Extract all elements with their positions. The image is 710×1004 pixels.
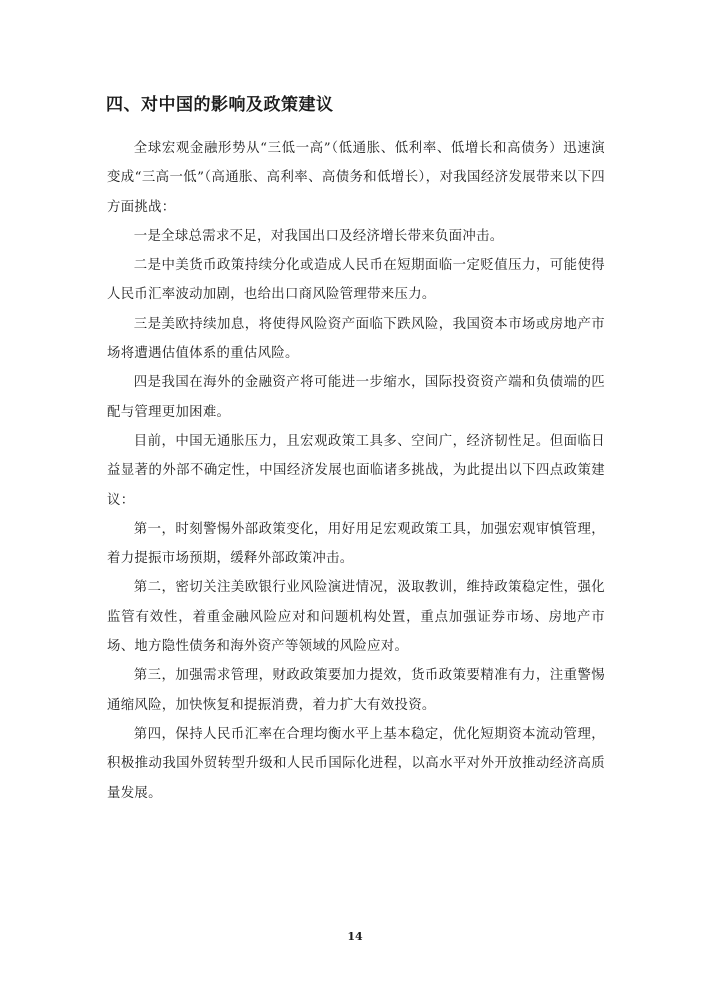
paragraph-intro: 全球宏观金融形势从“三低一高”（低通胀、低利率、低增长和高债务）迅速演变成“三高一低”（高通胀、高利率、高债务和低增长），对我国经济发展带来以下四方面挑战：: [107, 141, 605, 215]
paragraph-suggestion-3: 第三，加强需求管理，财政政策要加力提效，货币政策要精准有力，注重警惕通缩风险，加快恢复和提振消费，着力扩大有效投资。: [107, 668, 605, 713]
body-text: [107, 134, 605, 808]
paragraph-challenge-3: 三是美欧持续加息，将使得风险资产面临下跌风险，我国资本市场或房地产市场将遭遇估值体系的重估风险。: [107, 316, 605, 362]
paragraph-suggestion-1: 第一，时刻警惕外部政策变化，用好用足宏观政策工具，加强宏观审慎管理，着力提振市场预期，缓释外部政策冲击。: [107, 521, 605, 567]
paragraph-suggestion-4: 第四，保持人民币汇率在合理均衡水平上基本稳定，优化短期资本流动管理，积极推动我国外贸转型升级和人民币国际化进程，以高水平对外开放推动经济高质量发展。: [107, 726, 605, 801]
paragraph-outlook: 目前，中国无通胀压力，且宏观政策工具多、空间广，经济韧性足。但面临日益显著的外部不确定性，中国经济发展也面临诸多挑战，为此提出以下四点政策建议：: [107, 433, 605, 508]
paragraph-challenge-1: 一是全球总需求不足，对我国出口及经济增长带来负面冲击。: [133, 228, 504, 244]
paragraph-challenge-4: 四是我国在海外的金融资产将可能进一步缩水，国际投资资产端和负债端的匹配与管理更加困难。: [107, 375, 605, 420]
page-number: 14: [347, 930, 363, 943]
paragraph-suggestion-2: 第二，密切关注美欧银行业风险演进情况，汲取教训，维持政策稳定性，强化监管有效性，着重金融风险应对和问题机构处置，重点加强证券市场、房地产市场、地方隐性债务和海外资产等领域的风险应对。: [107, 580, 605, 655]
section-heading: 四、对中国的影响及政策建议: [106, 95, 334, 115]
paragraph-challenge-2: 二是中美货币政策持续分化或造成人民币在短期面临一定贬值压力，可能使得人民币汇率波动加剧，也给出口商风险管理带来压力。: [107, 258, 605, 303]
